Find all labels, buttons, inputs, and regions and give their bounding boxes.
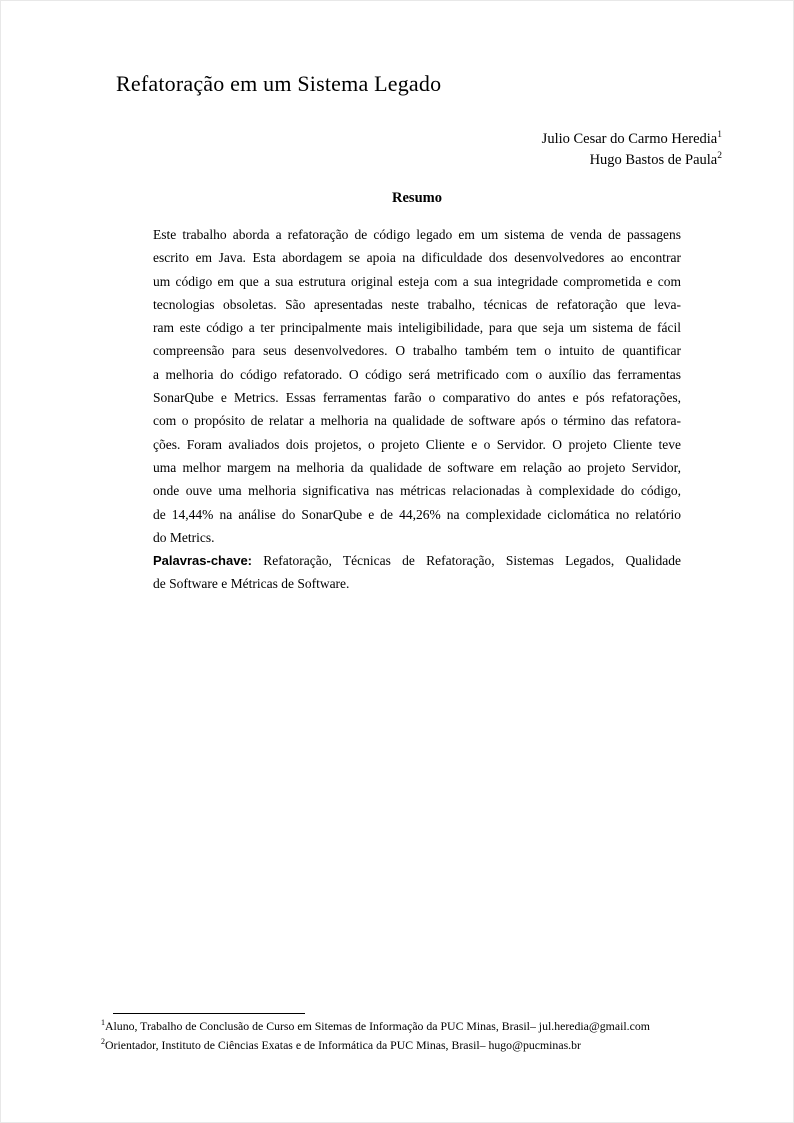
author-line: [542, 150, 722, 171]
author-footnote-mark: 1: [717, 130, 722, 141]
footnote: [101, 1017, 741, 1036]
keywords-text: Refatoração, Técnicas de Refatoração, Sistemas Legados, Qualidade: [263, 553, 682, 569]
footnote-section: [101, 1017, 741, 1054]
abstract-line: ram este código a ter principalmente mais inteligibilidade, para que seja um sistema de fácil: [153, 320, 681, 336]
abstract-line: com o propósito de relatar a melhoria na qualidade de software após o término das refatora-: [153, 413, 681, 429]
footnote-mark: 1: [101, 1018, 105, 1028]
abstract-line: uma melhor margem na melhoria da qualidade de software em relação ao projeto Servidor,: [153, 459, 681, 475]
author-name: Hugo Bastos de Paula: [589, 152, 718, 168]
author-name: Julio Cesar do Carmo Heredia: [541, 131, 718, 147]
keywords-line: de Software e Métricas de Software.: [153, 576, 350, 592]
footnote-mark: 2: [101, 1036, 105, 1046]
footnote-text: Orientador, Instituto de Ciências Exatas e de Informática da PUC Minas, Brasil– hugo@pucminas.br: [105, 1037, 581, 1052]
keywords-label: Palavras-chave:: [153, 553, 253, 569]
footnote-text: Aluno, Trabalho de Conclusão de Curso em Sitemas de Informação da PUC Minas, Brasil– jul.heredia@gmail.com: [105, 1019, 650, 1033]
abstract-line: onde ouve uma melhoria significativa nas métricas relacionadas à complexidade do código,: [153, 483, 681, 499]
footnote-rule: [113, 1013, 305, 1014]
abstract-section: [153, 188, 681, 596]
abstract-line: SonarQube e Metrics. Essas ferramentas farão o comparativo do antes e pós refatorações,: [153, 390, 681, 406]
page-title: Refatoração em um Sistema Legado: [116, 71, 442, 96]
abstract-line: de 14,44% na análise do SonarQube e de 44,26% na complexidade ciclomática no relatório: [153, 506, 681, 522]
abstract-line: a melhoria do código refatorado. O código será metrificado com o auxílio das ferramentas: [153, 366, 681, 382]
author-line: [542, 129, 722, 150]
author-block: [542, 129, 722, 171]
abstract-line: um código em que a sua estrutura original esteja com a sua integridade comprometida e com: [153, 273, 681, 289]
abstract-line: compreensão para seus desenvolvedores. O trabalho também tem o intuito de quantificar: [153, 343, 681, 359]
author-footnote-mark: 2: [717, 151, 722, 162]
abstract-line: do Metrics.: [153, 529, 215, 545]
footnote: [101, 1036, 741, 1055]
abstract-line: escrito em Java. Esta abordagem se apoia na dificuldade dos desenvolvedores ao encontrar: [153, 250, 681, 266]
keywords-line: [153, 549, 681, 572]
abstract-line: ções. Foram avaliados dois projetos, o projeto Cliente e o Servidor. O projeto Cliente teve: [153, 436, 681, 452]
abstract-line: Este trabalho aborda a refatoração de código legado em um sistema de venda de passagens: [153, 227, 681, 242]
abstract-line: tecnologias obsoletas. São apresentadas neste trabalho, técnicas de refatoração que leva-: [153, 296, 681, 312]
abstract-heading: Resumo: [392, 190, 442, 206]
